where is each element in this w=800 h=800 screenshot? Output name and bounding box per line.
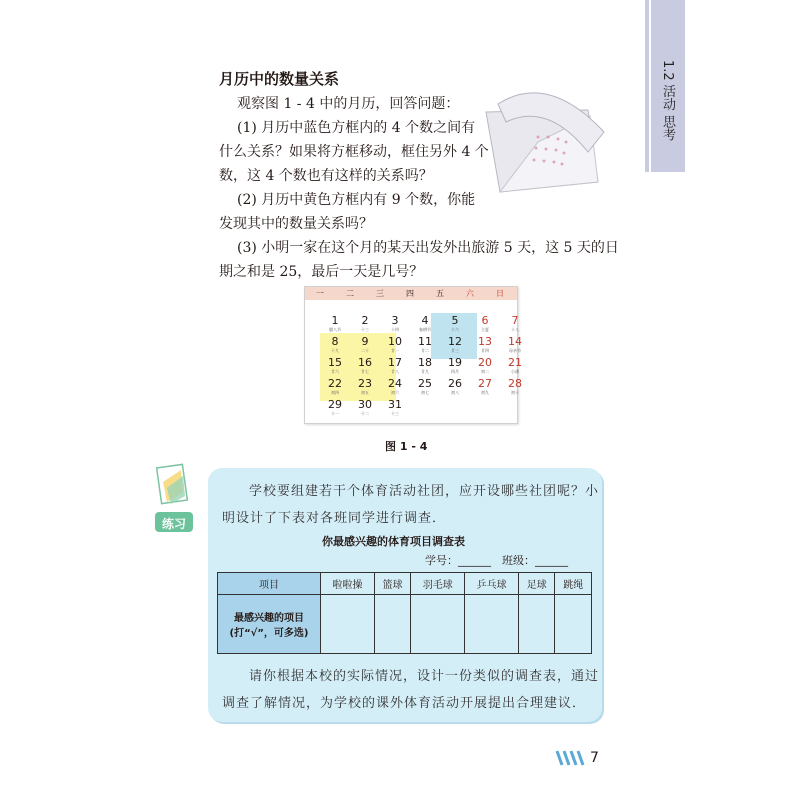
question-1-line-1: (1) 月历中蓝色方框内的 4 个数之间有: [237, 120, 476, 136]
calendar-day-number: 7: [511, 314, 519, 327]
calendar-day-number: 25: [418, 377, 432, 390]
calendar-day-lunar: 四月: [451, 369, 459, 374]
survey-row-label: [218, 595, 321, 654]
weekday-sat: 六: [466, 289, 474, 298]
calendar-day-26: [444, 378, 466, 398]
calendar-day-lunar: 廿三: [451, 348, 459, 353]
calendar-day-lunar: 初四: [331, 390, 339, 395]
calendar-day-28: [504, 378, 526, 398]
answer-cell[interactable]: [374, 595, 410, 654]
calendar-day-lunar: 初十: [511, 390, 519, 395]
calendar-day-lunar: 廿八: [391, 369, 399, 374]
calendar-day-lunar: 十六: [451, 327, 459, 332]
calendar-day-1: [324, 315, 346, 335]
calendar-day-25: [414, 378, 436, 398]
calendar-day-31: [384, 399, 406, 419]
calendar-day-number: 12: [448, 335, 462, 348]
sport-basketball: 篮球: [374, 573, 410, 595]
calendar-day-lunar: 小满: [511, 369, 519, 374]
section-title: 月历中的数量关系: [219, 70, 340, 88]
survey-table-fields: 学号：______ 班级：______: [425, 554, 568, 567]
calendar-day-number: 15: [328, 356, 342, 369]
page-number: 7: [590, 750, 599, 766]
answer-cell[interactable]: [321, 595, 375, 654]
calendar-day-22: [324, 378, 346, 398]
calendar-day-15: [324, 357, 346, 377]
calendar-day-number: 29: [328, 398, 342, 411]
calendar-day-number: 21: [508, 356, 522, 369]
calendar-day-23: [354, 378, 376, 398]
exercise-label: 练习: [161, 517, 186, 531]
calendar-day-lunar: 初八: [451, 390, 459, 395]
calendar-day-11: [414, 336, 436, 356]
sport-rope-skipping: 跳绳: [555, 573, 592, 595]
survey-table: [217, 572, 592, 654]
calendar-day-lunar: 初二: [481, 369, 489, 374]
calendar-day-12: [444, 336, 466, 356]
calendar-day-5: [444, 315, 466, 335]
figure-caption: 图 1 - 4: [385, 440, 428, 453]
calendar-day-number: 27: [478, 377, 492, 390]
calendar-day-number: 10: [388, 335, 402, 348]
calendar-day-30: [354, 399, 376, 419]
question-1-line-2: 什么关系？如果将方框移动，框住另外 4 个: [219, 144, 489, 160]
calendar-day-lunar: 十三: [391, 411, 399, 416]
weekday-thu: 四: [406, 289, 414, 298]
calendar-day-number: 11: [418, 335, 432, 348]
answer-cell[interactable]: [411, 595, 465, 654]
calendar-day-6: [474, 315, 496, 335]
question-3-line-2: 期之和是 25，最后一天是几号？: [219, 264, 424, 280]
desk-calendar-illustration: [478, 82, 610, 200]
calendar-day-number: 2: [361, 314, 369, 327]
answer-cell[interactable]: [465, 595, 519, 654]
row-label-line-1: 最感兴趣的项目: [234, 613, 304, 624]
exercise-line-3: 请你根据本校的实际情况，设计一份类似的调查表，通过: [249, 669, 600, 684]
exercise-line-1: 学校要组建若干个体育活动社团，应开设哪些社团呢？小: [249, 484, 600, 499]
calendar-day-number: 9: [361, 335, 369, 348]
calendar-day-7: [504, 315, 526, 335]
sport-badminton: 羽毛球: [411, 573, 465, 595]
calendar-day-lunar: 廿六: [331, 369, 339, 374]
weekday-fri: 五: [436, 289, 444, 298]
calendar-day-number: 5: [451, 314, 459, 327]
answer-cell[interactable]: [555, 595, 592, 654]
calendar-day-8: [324, 336, 346, 356]
survey-answer-row: [218, 595, 592, 654]
calendar-day-lunar: 腊八节: [329, 327, 341, 332]
calendar-day-9: [354, 336, 376, 356]
calendar-day-16: [354, 357, 376, 377]
calendar-day-number: 24: [388, 377, 402, 390]
calendar-day-17: [384, 357, 406, 377]
calendar-day-number: 18: [418, 356, 432, 369]
calendar-day-3: [384, 315, 406, 335]
calendar-day-lunar: 廿二: [421, 348, 429, 353]
calendar-day-21: [504, 357, 526, 377]
sport-football: 足球: [519, 573, 555, 595]
calendar-day-number: 8: [331, 335, 339, 348]
calendar-day-13: [474, 336, 496, 356]
calendar-day-19: [444, 357, 466, 377]
calendar-day-number: 23: [358, 377, 372, 390]
calendar-day-number: 19: [448, 356, 462, 369]
calendar-day-lunar: 廿一: [391, 348, 399, 353]
side-tab-text: 1.2 活动 思考: [660, 60, 675, 141]
month-calendar: [304, 286, 522, 424]
calendar-day-number: 22: [328, 377, 342, 390]
calendar-day-10: [384, 336, 406, 356]
sport-table-tennis: 乒乓球: [465, 573, 519, 595]
calendar-day-2: [354, 315, 376, 335]
row-label-line-2: (打“√”，可多选): [229, 628, 309, 639]
calendar-day-lunar: 初六: [391, 390, 399, 395]
survey-header-row: [218, 573, 592, 595]
sport-cheerleading: 啦啦操: [321, 573, 375, 595]
calendar-day-lunar: 廿九: [421, 369, 429, 374]
calendar-day-24: [384, 378, 406, 398]
calendar-day-lunar: 二十: [361, 348, 369, 353]
calendar-day-number: 30: [358, 398, 372, 411]
calendar-day-number: 17: [388, 356, 402, 369]
calendar-day-lunar: 十一: [331, 411, 339, 416]
calendar-day-number: 31: [388, 398, 402, 411]
calendar-day-lunar: 初九: [481, 390, 489, 395]
calendar-day-number: 1: [331, 314, 339, 327]
calendar-day-number: 13: [478, 335, 492, 348]
calendar-day-number: 14: [508, 335, 522, 348]
calendar-day-lunar: 十三: [361, 327, 369, 332]
calendar-day-27: [474, 378, 496, 398]
calendar-day-number: 4: [421, 314, 429, 327]
weekday-tue: 二: [346, 289, 354, 298]
calendar-day-lunar: 立夏: [481, 327, 489, 332]
calendar-day-4: [414, 315, 436, 335]
survey-header-item: 项目: [218, 573, 321, 595]
calendar-day-14: [504, 336, 526, 356]
exercise-line-4: 调查了解情况，为学校的课外体育活动开展提出合理建议．: [222, 696, 587, 711]
calendar-day-number: 20: [478, 356, 492, 369]
question-1-line-3: 数，这 4 个数也有这样的关系吗？: [219, 168, 433, 184]
calendar-day-18: [414, 357, 436, 377]
answer-cell[interactable]: [519, 595, 555, 654]
calendar-day-29: [324, 399, 346, 419]
calendar-day-20: [474, 357, 496, 377]
calendar-day-lunar: 春耕节: [419, 327, 431, 332]
calendar-day-lunar: 初七: [421, 390, 429, 395]
calendar-weekday-header: [305, 287, 517, 300]
question-3-line-1: (3) 小明一家在这个月的某天出发外出旅游 5 天，这 5 天的日: [237, 240, 619, 256]
question-2-line-1: (2) 月历中黄色方框内有 9 个数，你能: [237, 192, 476, 208]
calendar-day-lunar: 初五: [361, 390, 369, 395]
calendar-day-lunar: 廿七: [361, 369, 369, 374]
calendar-day-number: 26: [448, 377, 462, 390]
calendar-day-lunar: 十九: [331, 348, 339, 353]
calendar-day-lunar: 十八: [511, 327, 519, 332]
calendar-day-number: 3: [391, 314, 399, 327]
calendar-day-lunar: 母亲节: [509, 348, 521, 353]
question-2-line-2: 发现其中的数量关系吗？: [219, 216, 373, 232]
calendar-day-number: 28: [508, 377, 522, 390]
weekday-wed: 三: [376, 289, 384, 298]
weekday-mon: 一: [316, 289, 324, 298]
calendar-day-number: 16: [358, 356, 372, 369]
intro-text: 观察图 1 - 4 中的月历，回答问题：: [237, 96, 460, 112]
weekday-sun: 日: [496, 289, 504, 298]
calendar-day-number: 6: [481, 314, 489, 327]
calendar-day-lunar: 十二: [361, 411, 369, 416]
calendar-day-lunar: 廿四: [481, 348, 489, 353]
survey-table-title: 你最感兴趣的体育项目调查表: [322, 535, 465, 548]
page-number-decoration-icon: [553, 748, 587, 768]
calendar-day-lunar: 十四: [391, 327, 399, 332]
exercise-line-2: 明设计了下表对各班同学进行调查．: [222, 511, 447, 526]
